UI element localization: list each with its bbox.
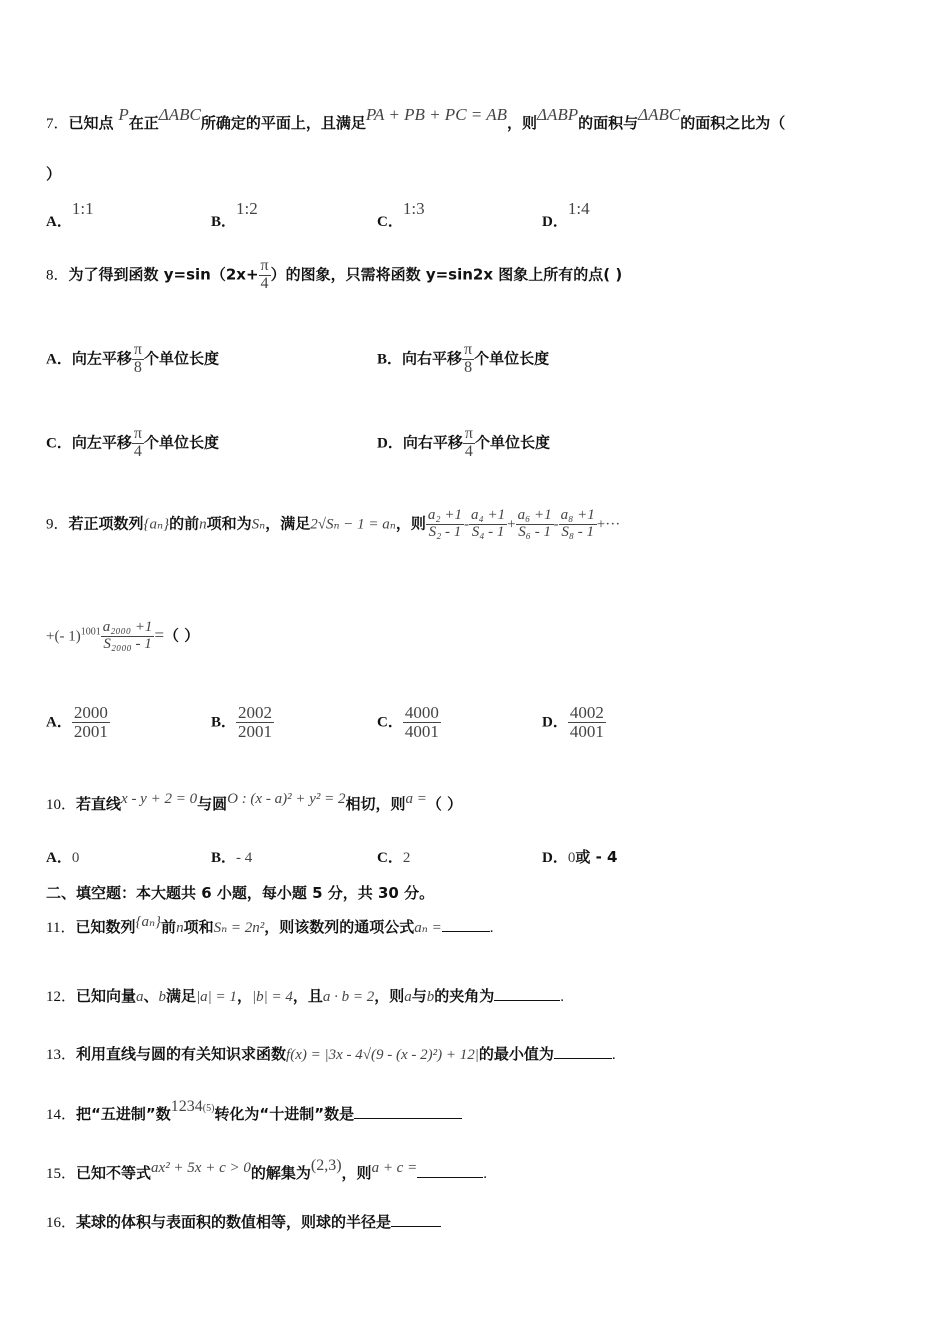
q7-option-c: C．1:3	[377, 199, 425, 230]
q8-option-d: D．向右平移 $\frac{\pi}{4}$ 个单位长度	[377, 425, 550, 460]
q9-term-8: $\frac{\text{a₈ +1}}{\text{S₈ - 1}}$	[560, 507, 595, 540]
q14-base5-number: 1234	[170, 1098, 203, 1115]
q9-option-b: B． $\frac{2002}{2001}$	[211, 703, 273, 741]
question-7: 7．已知点 P在正ΔABC所确定的平面上，且满足PA + PB + PC = AB，则ΔABP的面积与ΔABC的面积之比为（	[46, 105, 786, 132]
q12-answer-blank[interactable]	[494, 986, 560, 1001]
q9-option-c: C． $\frac{4000}{4001}$	[377, 703, 439, 741]
q9-term-6: $\frac{\text{a₆ +1}}{\text{S₆ - 1}}$	[517, 507, 552, 540]
q7-close-paren: ）	[46, 165, 62, 183]
q7-vector-equation: PA + PB + PC = AB	[365, 105, 507, 124]
q7-option-b: B．1:2	[211, 199, 258, 230]
q10-option-d: D．0或 - 4	[542, 848, 618, 866]
q13-function: f(x) = |3x - 4√(9 - (x - 2)²) + 12|	[286, 1047, 479, 1063]
question-9: 9．若正项数列{aₙ}的前n项和为Sₙ，满足2√Sₙ − 1 = aₙ，则 $\frac{\text{a₂ +1}}{\text{S₂ - 1}}$ - $\frac{\text{a₄ +1}}{\text{S₄ - 1}}$ + $\frac{\text{a₆ +1}}{\text{S₆ - 1}}$ - $\frac{\text{a₈ +1}}{\text{S₈ - 1}}$ +···	[46, 507, 621, 540]
q7-triangle-abc: ΔABC	[158, 105, 201, 124]
q7-triangle-abc-2: ΔABC	[638, 105, 681, 124]
section-2-heading: 二、填空题：本大题共 6 小题，每小题 5 分，共 30 分。	[46, 884, 435, 902]
question-12: 12．已知向量a、b满足|a| = 1，|b| = 4，且a · b = 2，则a与b的夹角为 .	[46, 987, 565, 1005]
q11-answer-blank[interactable]	[442, 917, 490, 932]
q16-answer-blank[interactable]	[391, 1212, 441, 1227]
question-10: 10．若直线x - y + 2 = 0与圆O : (x - a)² + y² = 2相切，则a =（ ）	[46, 791, 463, 813]
q10-option-a: A．0	[46, 850, 80, 866]
q15-inequality: ax² + 5x + c > 0	[151, 1160, 251, 1176]
q7-option-d: D．1:4	[542, 199, 590, 230]
q7-option-a: A．1:1	[46, 199, 94, 230]
q9-term-4: $\frac{\text{a₄ +1}}{\text{S₄ - 1}}$	[471, 507, 506, 540]
q13-answer-blank[interactable]	[554, 1044, 612, 1059]
question-11: 11．已知数列{aₙ}前n项和Sₙ = 2n²，则该数列的通项公式aₙ = .	[46, 914, 494, 936]
q9-option-d: D． $\frac{4002}{4001}$	[542, 703, 604, 741]
q8-option-a: A．向左平移 $\frac{\pi}{8}$ 个单位长度	[46, 341, 219, 376]
q9-term-2: $\frac{\text{a₂ +1}}{\text{S₂ - 1}}$	[427, 507, 462, 540]
q9-condition: 2√Sₙ − 1 = aₙ	[310, 516, 396, 533]
q9-tail-term: +(- 1)$^{1001}$ $\frac{\text{a₂₀₀₀ +1}}{\text{S₂₀₀₀ - 1}}$ =（ ）	[46, 619, 200, 652]
q7-triangle-abp: ΔABP	[536, 105, 579, 124]
q7-number: 7．	[46, 116, 69, 132]
q7-point-p: P	[118, 105, 129, 124]
q9-option-a: A． $\frac{2000}{2001}$	[46, 703, 108, 741]
q15-answer-blank[interactable]	[417, 1163, 483, 1178]
q8-option-b: B．向右平移 $\frac{\pi}{8}$ 个单位长度	[377, 341, 550, 376]
q14-answer-blank[interactable]	[354, 1104, 462, 1119]
q10-line-equation: x - y + 2 = 0	[121, 791, 198, 807]
question-15: 15．已知不等式ax² + 5x + c > 0的解集为(2,3)，则a + c = .	[46, 1157, 487, 1182]
question-8: 8．为了得到函数 y=sin（2x+ $\frac{\pi}{4}$ ）的图象，只需将函数 y=sin2x 图象上所有的点( )	[46, 257, 623, 292]
question-16: 16．某球的体积与表面积的数值相等，则球的半径是	[46, 1211, 441, 1232]
q10-option-b: B．- 4	[211, 850, 253, 866]
q8-option-c: C．向左平移 $\frac{\pi}{4}$ 个单位长度	[46, 425, 219, 460]
q10-option-c: C．2	[377, 850, 411, 866]
q10-circle-equation: O : (x - a)² + y² = 2	[227, 791, 346, 807]
question-14: 14．把“五进制”数1234$^{(5)}$转化为“十进制”数是	[46, 1103, 462, 1124]
question-13: 13．利用直线与圆的有关知识求函数f(x) = |3x - 4√(9 - (x - 2)²) + 12|的最小值为 .	[46, 1045, 616, 1063]
q8-fraction: $\frac{\pi}{4}$	[260, 257, 269, 292]
